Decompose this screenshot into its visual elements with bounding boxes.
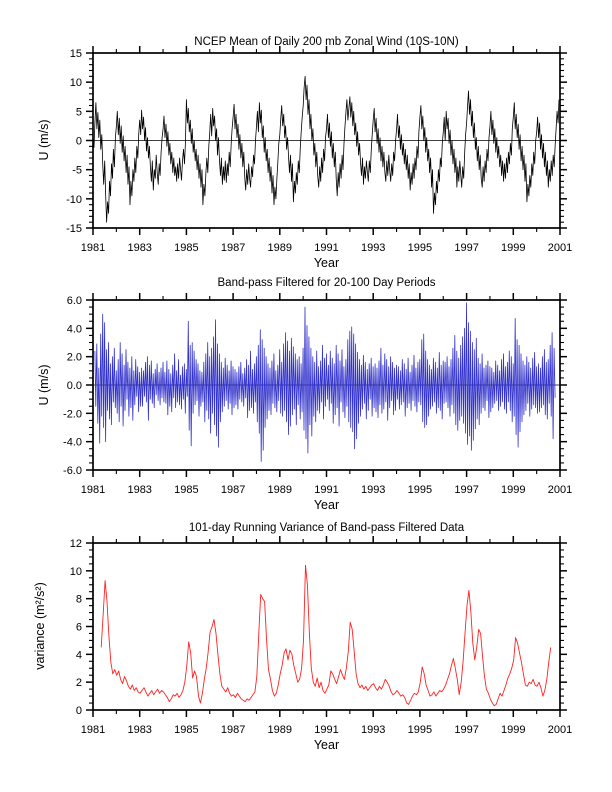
y-tick-label: -6.0 [63, 465, 82, 477]
y-tick-label: 4.0 [66, 323, 82, 336]
x-tick-label: 2001 [547, 724, 573, 736]
y-tick-label: 0 [75, 705, 82, 717]
plot-frame [93, 543, 560, 710]
y-tick-label: 8 [75, 593, 82, 606]
x-tick-label: 2001 [547, 242, 573, 254]
chart-bandpass [63, 293, 572, 496]
x-tick-label: 1985 [174, 484, 199, 496]
y-tick-label: -4.0 [63, 436, 82, 449]
x-tick-label: 1981 [80, 484, 106, 496]
x-tick-label: 1993 [360, 242, 386, 254]
x-tick-label: 1981 [80, 242, 106, 254]
y-tick-label: 10 [69, 77, 82, 90]
x-tick-label: 1983 [127, 484, 152, 496]
y-tick-label: 15 [69, 48, 82, 60]
x-tick-label: 1995 [407, 484, 433, 496]
x-tick-label: 1987 [220, 724, 246, 736]
y-tick-label: 2.0 [66, 351, 82, 364]
series-line-bandpass [95, 303, 555, 462]
x-tick-label: 1989 [267, 724, 293, 736]
chart2-x-axis-label: Year [313, 498, 340, 512]
y-tick-label: 4 [75, 649, 82, 662]
y-tick-label: -10 [66, 193, 82, 206]
x-tick-label: 1999 [501, 242, 526, 254]
x-tick-label: 1995 [407, 724, 433, 736]
x-tick-label: 1987 [220, 484, 246, 496]
series-line-zonal-wind [93, 76, 559, 222]
y-tick-label: -5 [72, 164, 82, 177]
chart-zonal-wind [66, 46, 572, 254]
chart3-title: 101-day Running Variance of Band-pass Filtered Data [188, 522, 465, 534]
x-tick-label: 1991 [314, 242, 339, 254]
x-tick-label: 1985 [174, 724, 199, 736]
x-tick-label: 1997 [454, 724, 479, 736]
x-tick-label: 1985 [174, 242, 199, 254]
y-tick-label: -15 [66, 223, 82, 235]
chart1-x-axis-label: Year [313, 256, 340, 270]
x-tick-label: 1995 [407, 242, 433, 254]
x-tick-label: 1987 [220, 242, 246, 254]
chart1-y-axis-label: U (m/s) [37, 119, 51, 161]
x-tick-label: 1991 [314, 484, 339, 496]
x-tick-label: 1993 [360, 724, 386, 736]
y-tick-label: 6.0 [66, 295, 82, 307]
x-tick-label: 1983 [127, 724, 152, 736]
x-tick-label: 1981 [80, 724, 106, 736]
y-tick-label: 2 [75, 677, 82, 690]
chart1-title: NCEP Mean of Daily 200 mb Zonal Wind (10S-10N) [194, 36, 459, 48]
chart3-y-axis-label: variance (m²/s²) [33, 582, 47, 670]
y-tick-label: 6 [75, 621, 82, 634]
x-tick-label: 2001 [547, 484, 573, 496]
y-tick-label: 12 [69, 538, 82, 550]
x-tick-label: 1989 [267, 484, 293, 496]
chart3-x-axis-label: Year [313, 738, 340, 752]
chart-variance [70, 536, 572, 736]
y-tick-label: -2.0 [63, 408, 82, 421]
y-tick-label: 0.0 [66, 380, 82, 392]
y-tick-label: 5 [75, 106, 82, 119]
chart2-title: Band-pass Filtered for 20-100 Day Periods [217, 277, 436, 289]
x-tick-label: 1989 [267, 242, 293, 254]
x-tick-label: 1999 [501, 724, 526, 736]
x-tick-label: 1991 [314, 724, 339, 736]
chart2-y-axis-label: U (m/s) [37, 364, 51, 406]
x-tick-label: 1993 [360, 484, 386, 496]
x-tick-label: 1997 [454, 242, 479, 254]
y-tick-label: 10 [69, 565, 82, 578]
y-tick-label: 0 [75, 135, 82, 148]
x-tick-label: 1999 [501, 484, 526, 496]
x-tick-label: 1997 [454, 484, 479, 496]
series-line-variance [101, 565, 551, 706]
x-tick-label: 1983 [127, 242, 152, 254]
